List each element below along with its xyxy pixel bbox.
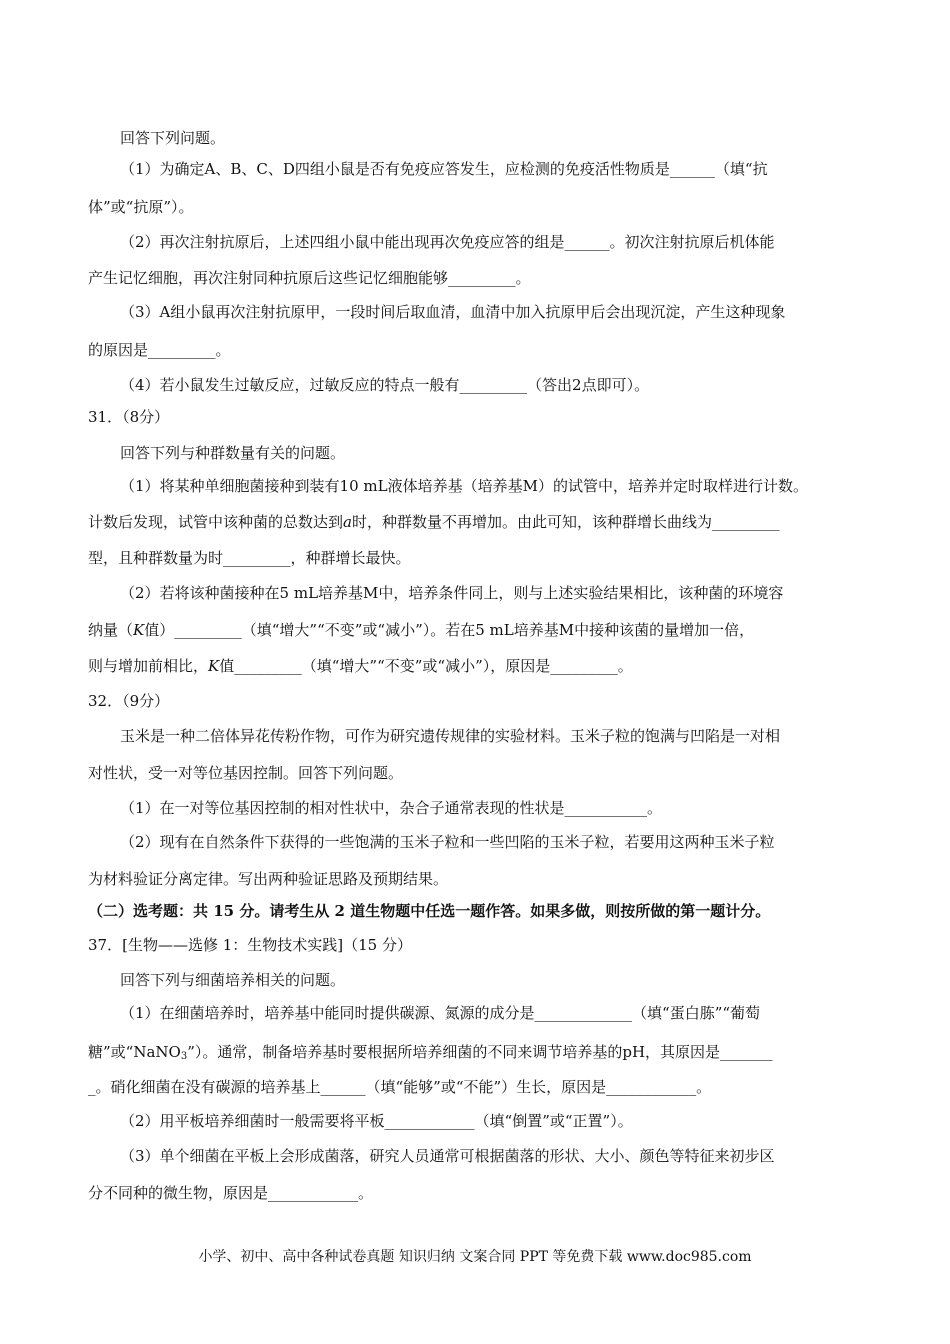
question-31-2-cont2	[88, 656, 868, 676]
question-37-1-line: （1）在细菌培养时，培养基中能同时提供碳源、氮源的成分是_____________（填“蛋白胨”“葡萄	[120, 1004, 761, 1022]
section-heading: （二）选考题：共 15 分。请考生从 2 道生物题中任选一题作答。如果多做，则按所做的第一题计分。	[88, 902, 771, 920]
question-32-header: 32．（9分）	[88, 692, 170, 710]
question-31-stem: 回答下列与种群数量有关的问题。	[120, 444, 346, 462]
text-run: 值）_________（填“增大”“不变”或“减小”）。若在5 mL培养基M中接种该菌的量增加一倍，	[144, 621, 755, 639]
text-run: ”）。通常，制备培养基时要根据所培养细菌的不同来调节培养基的pH，其原因是_______	[187, 1043, 773, 1061]
question-31-1-cont2: 型，且种群数量为时_________，种群增长最快。	[88, 549, 411, 567]
instruction-line: 回答下列问题。	[120, 129, 226, 147]
question-37-2-line: （2）用平板培养细菌时一般需要将平板____________（填“倒置”或“正置”）。	[120, 1112, 633, 1130]
question-32-1-line: （1）在一对等位基因控制的相对性状中，杂合子通常表现的性状是___________。	[120, 799, 663, 817]
text-run: 纳量（	[88, 621, 134, 639]
question-37-1-cont2: _。硝化细菌在没有碳源的培养基上______（填“能够”或“不能”）生长，原因是____________。	[88, 1078, 712, 1096]
question-30-2-cont: 产生记忆细胞，再次注射同种抗原后这些记忆细胞能够_________。	[88, 269, 531, 287]
variable-k: K	[133, 621, 145, 639]
question-37-header: 37．[生物——选修 1：生物技术实践]（15 分）	[88, 936, 412, 954]
text-run: 则与增加前相比，	[88, 657, 209, 675]
question-30-4-line: （4）若小鼠发生过敏反应，过敏反应的特点一般有_________（答出2点即可）。	[120, 376, 650, 394]
question-31-2-cont	[88, 620, 868, 640]
question-30-1-line: （1）为确定A、B、C、D四组小鼠是否有免疫应答发生，应检测的免疫活性物质是______（填“抗	[120, 160, 768, 178]
question-37-1-cont	[88, 1042, 868, 1062]
text-run: 糖”或“NaNO	[88, 1043, 181, 1061]
variable-a: a	[343, 513, 352, 531]
page-footer: 小学、初中、高中各种试卷真题 知识归纳 文案合同 PPT 等免费下载 www.doc985.com	[198, 1249, 752, 1265]
subscript: 3	[180, 1051, 188, 1062]
question-32-stem: 玉米是一种二倍体异花传粉作物，可作为研究遗传规律的实验材料。玉米子粒的饱满与凹陷是一对相	[120, 727, 781, 745]
question-31-1-cont	[88, 512, 868, 532]
question-37-3-line: （3）单个细菌在平板上会形成菌落，研究人员通常可根据菌落的形状、大小、颜色等特征来初步区	[120, 1147, 775, 1165]
question-30-1-cont: 体”或“抗原”）。	[88, 198, 194, 216]
question-31-header: 31．（8分）	[88, 408, 170, 426]
question-37-stem: 回答下列与细菌培养相关的问题。	[120, 971, 346, 989]
question-32-2-cont: 为材料验证分离定律。写出两种验证思路及预期结果。	[88, 870, 449, 888]
question-30-3-line: （3）A组小鼠再次注射抗原甲，一段时间后取血清，血清中加入抗原甲后会出现沉淀，产生这种现象	[120, 303, 786, 321]
question-31-2-line: （2）若将该种菌接种在5 mL培养基M中，培养条件同上，则与上述实验结果相比，该种菌的环境容	[120, 584, 784, 602]
variable-k: K	[208, 657, 220, 675]
question-31-1-line: （1）将某种单细胞菌接种到装有10 mL液体培养基（培养基M）的试管中，培养并定时取样进行计数。	[120, 477, 808, 495]
text-run: 值_________（填“增大”“不变”或“减小”），原因是_________。	[219, 657, 633, 675]
question-30-3-cont: 的原因是_________。	[88, 341, 231, 359]
question-30-2-line: （2）再次注射抗原后，上述四组小鼠中能出现再次免疫应答的组是______。初次注射抗原后机体能	[120, 233, 775, 251]
question-32-2-line: （2）现有在自然条件下获得的一些饱满的玉米子粒和一些凹陷的玉米子粒，若要用这两种玉米子粒	[120, 833, 775, 851]
question-32-stem-cont: 对性状，受一对等位基因控制。回答下列问题。	[88, 764, 404, 782]
question-37-3-cont: 分不同种的微生物，原因是____________。	[88, 1184, 374, 1202]
text-run: 时，种群数量不再增加。由此可知，该种群增长曲线为_________	[351, 513, 780, 531]
text-run: 计数后发现，试管中该种菌的总数达到	[88, 513, 344, 531]
